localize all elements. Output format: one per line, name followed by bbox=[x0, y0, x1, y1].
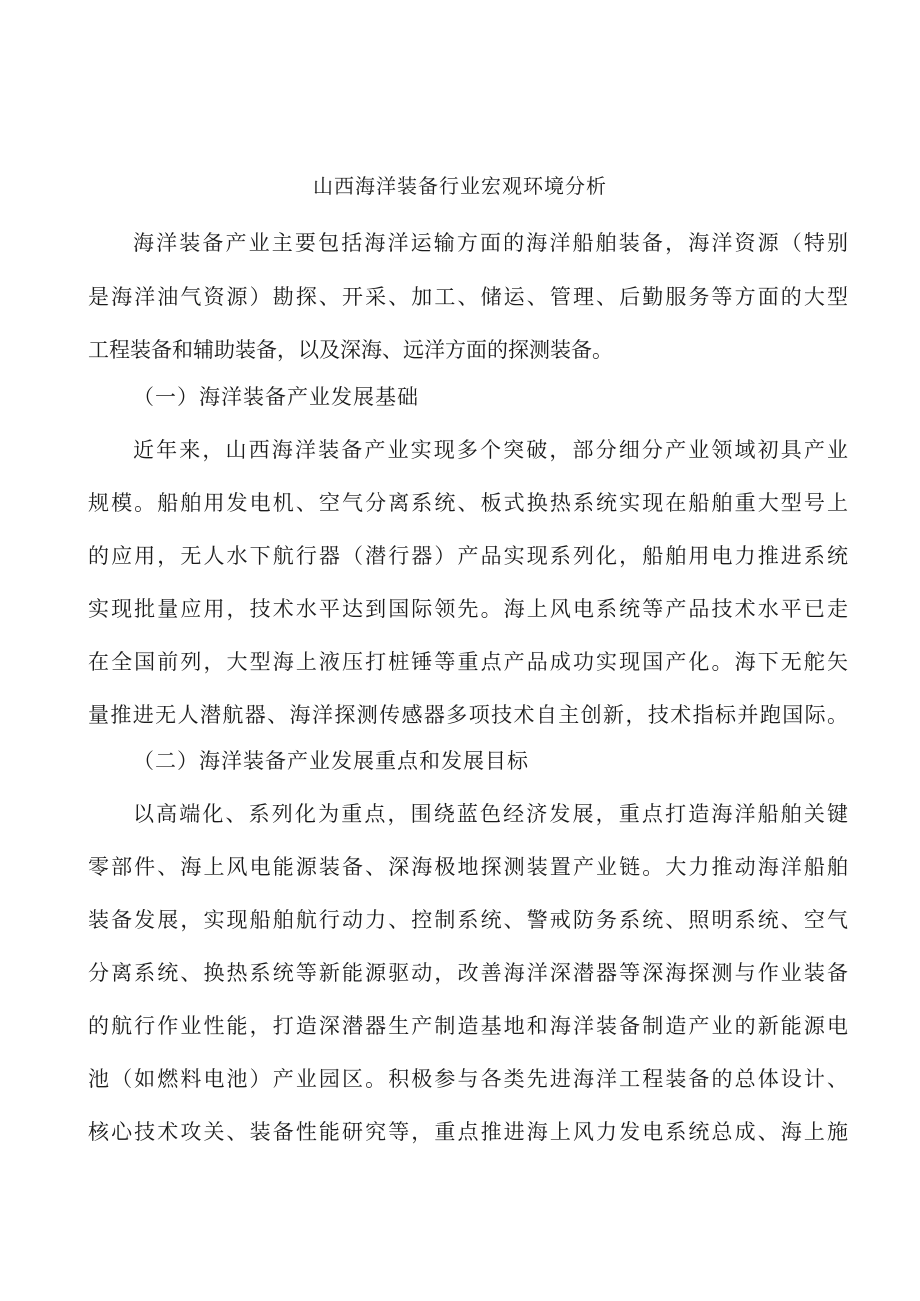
paragraph-line: 海洋装备产业主要包括海洋运输方面的海洋船舶装备，海洋资源（特别 bbox=[133, 231, 848, 255]
paragraph-line: 以高端化、系列化为重点，围绕蓝色经济发展，重点打造海洋船舶关键 bbox=[133, 802, 848, 826]
paragraph-line: 规模。船舶用发电机、空气分离系统、板式换热系统实现在船舶重大型号上 bbox=[88, 491, 848, 515]
document-title: 山西海洋装备行业宏观环境分析 bbox=[313, 174, 607, 198]
section-heading: （一）海洋装备产业发展基础 bbox=[133, 385, 419, 409]
paragraph-line: 量推进无人潜航器、海洋探测传感器多项技术自主创新，技术指标并跑国际。 bbox=[88, 703, 848, 727]
section-heading: （二）海洋装备产业发展重点和发展目标 bbox=[133, 749, 529, 773]
paragraph-line: 的应用，无人水下航行器（潜行器）产品实现系列化，船舶用电力推进系统 bbox=[88, 544, 848, 568]
paragraph-line: 是海洋油气资源）勘探、开采、加工、储运、管理、后勤服务等方面的大型 bbox=[88, 285, 848, 309]
paragraph-line: 池（如燃料电池）产业园区。积极参与各类先进海洋工程装备的总体设计、 bbox=[88, 1067, 848, 1091]
paragraph-line: 近年来，山西海洋装备产业实现多个突破，部分细分产业领域初具产业 bbox=[133, 438, 848, 462]
paragraph-line: 核心技术攻关、装备性能研究等，重点推进海上风力发电系统总成、海上施 bbox=[88, 1120, 848, 1144]
paragraph-line: 工程装备和辅助装备，以及深海、远洋方面的探测装备。 bbox=[88, 338, 613, 362]
paragraph-line: 实现批量应用，技术水平达到国际领先。海上风电系统等产品技术水平已走 bbox=[88, 597, 848, 621]
paragraph-line: 在全国前列，大型海上液压打桩锤等重点产品成功实现国产化。海下无舵矢 bbox=[88, 650, 848, 674]
paragraph-line: 分离系统、换热系统等新能源驱动，改善海洋深潜器等深海探测与作业装备 bbox=[88, 961, 848, 985]
paragraph-line: 装备发展，实现船舶航行动力、控制系统、警戒防务系统、照明系统、空气 bbox=[88, 908, 848, 932]
paragraph-line: 零部件、海上风电能源装备、深海极地探测装置产业链。大力推动海洋船舶 bbox=[88, 855, 848, 879]
paragraph-line: 的航行作业性能，打造深潜器生产制造基地和海洋装备制造产业的新能源电 bbox=[88, 1014, 848, 1038]
